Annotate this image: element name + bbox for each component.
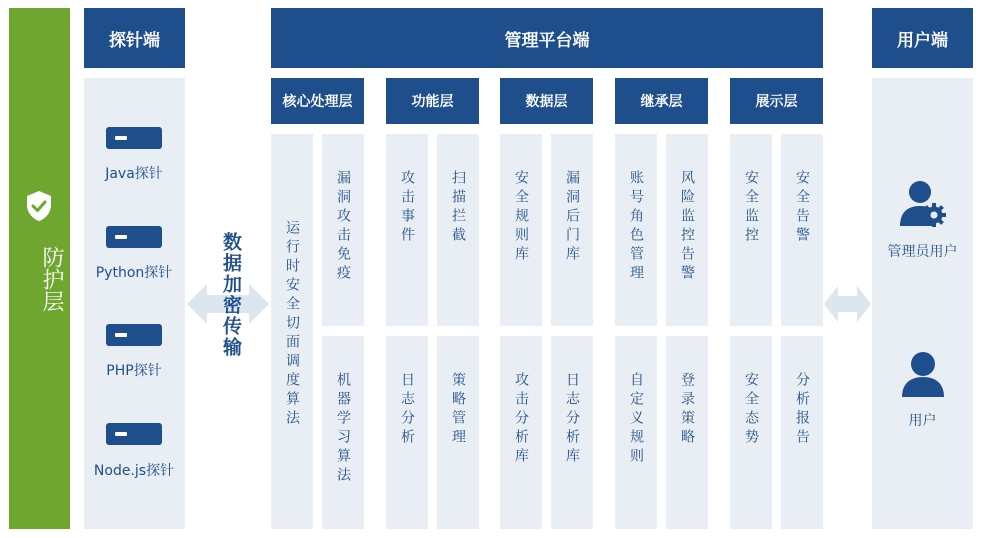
server-icon — [106, 127, 162, 149]
layer-cell: 安全规则库 — [500, 134, 542, 326]
layer-cell: 机器学习算法 — [322, 336, 364, 529]
admin-user-gear-icon — [898, 178, 948, 230]
layer-cell: 漏洞攻击免疫 — [322, 134, 364, 326]
probe-label-python: Python探针 — [95, 265, 173, 281]
layer-cell: 安全监控 — [730, 134, 772, 326]
layer-cell: 攻击分析库 — [500, 336, 542, 529]
layer-cell: 自定义规则 — [615, 336, 657, 529]
server-icon — [106, 324, 162, 346]
layer-cell: 风险监控告警 — [666, 134, 708, 326]
protection-layer — [9, 8, 70, 529]
protection-label: 防护层 — [39, 246, 64, 312]
layer-cell: 运行时安全切面调度算法 — [271, 134, 313, 529]
shield-check-icon — [25, 190, 53, 222]
platform-header: 管理平台端 — [271, 8, 823, 68]
layer-header-display: 展示层 — [730, 78, 823, 124]
server-icon — [106, 423, 162, 445]
layer-cell: 登录策略 — [666, 336, 708, 529]
probe-label-php: PHP探针 — [106, 363, 162, 379]
user-label-user: 用户 — [908, 413, 937, 429]
layer-cell: 扫描拦截 — [437, 134, 479, 326]
transfer-label: 数据加密传输 — [220, 232, 242, 358]
double-arrow-icon — [823, 282, 872, 326]
layer-header-function: 功能层 — [386, 78, 479, 124]
layer-cell: 策略管理 — [437, 336, 479, 529]
layer-cell: 日志分析库 — [551, 336, 593, 529]
layer-header-integration: 继承层 — [615, 78, 708, 124]
user-panel — [872, 78, 973, 529]
layer-cell: 日志分析 — [386, 336, 428, 529]
layer-header-data: 数据层 — [500, 78, 593, 124]
user-icon — [900, 351, 946, 397]
probe-label-nodejs: Node.js探针 — [93, 463, 175, 479]
user-label-admin: 管理员用户 — [887, 244, 958, 260]
probe-panel — [84, 78, 185, 529]
probe-label-java: Java探针 — [105, 166, 163, 182]
layer-cell: 攻击事件 — [386, 134, 428, 326]
layer-cell: 账号角色管理 — [615, 134, 657, 326]
user-header: 用户端 — [872, 8, 973, 68]
server-icon — [106, 226, 162, 248]
layer-cell: 漏洞后门库 — [551, 134, 593, 326]
probe-header: 探针端 — [84, 8, 185, 68]
layer-cell: 安全告警 — [781, 134, 823, 326]
layer-cell: 分析报告 — [781, 336, 823, 529]
layer-header-core: 核心处理层 — [271, 78, 364, 124]
layer-cell: 安全态势 — [730, 336, 772, 529]
